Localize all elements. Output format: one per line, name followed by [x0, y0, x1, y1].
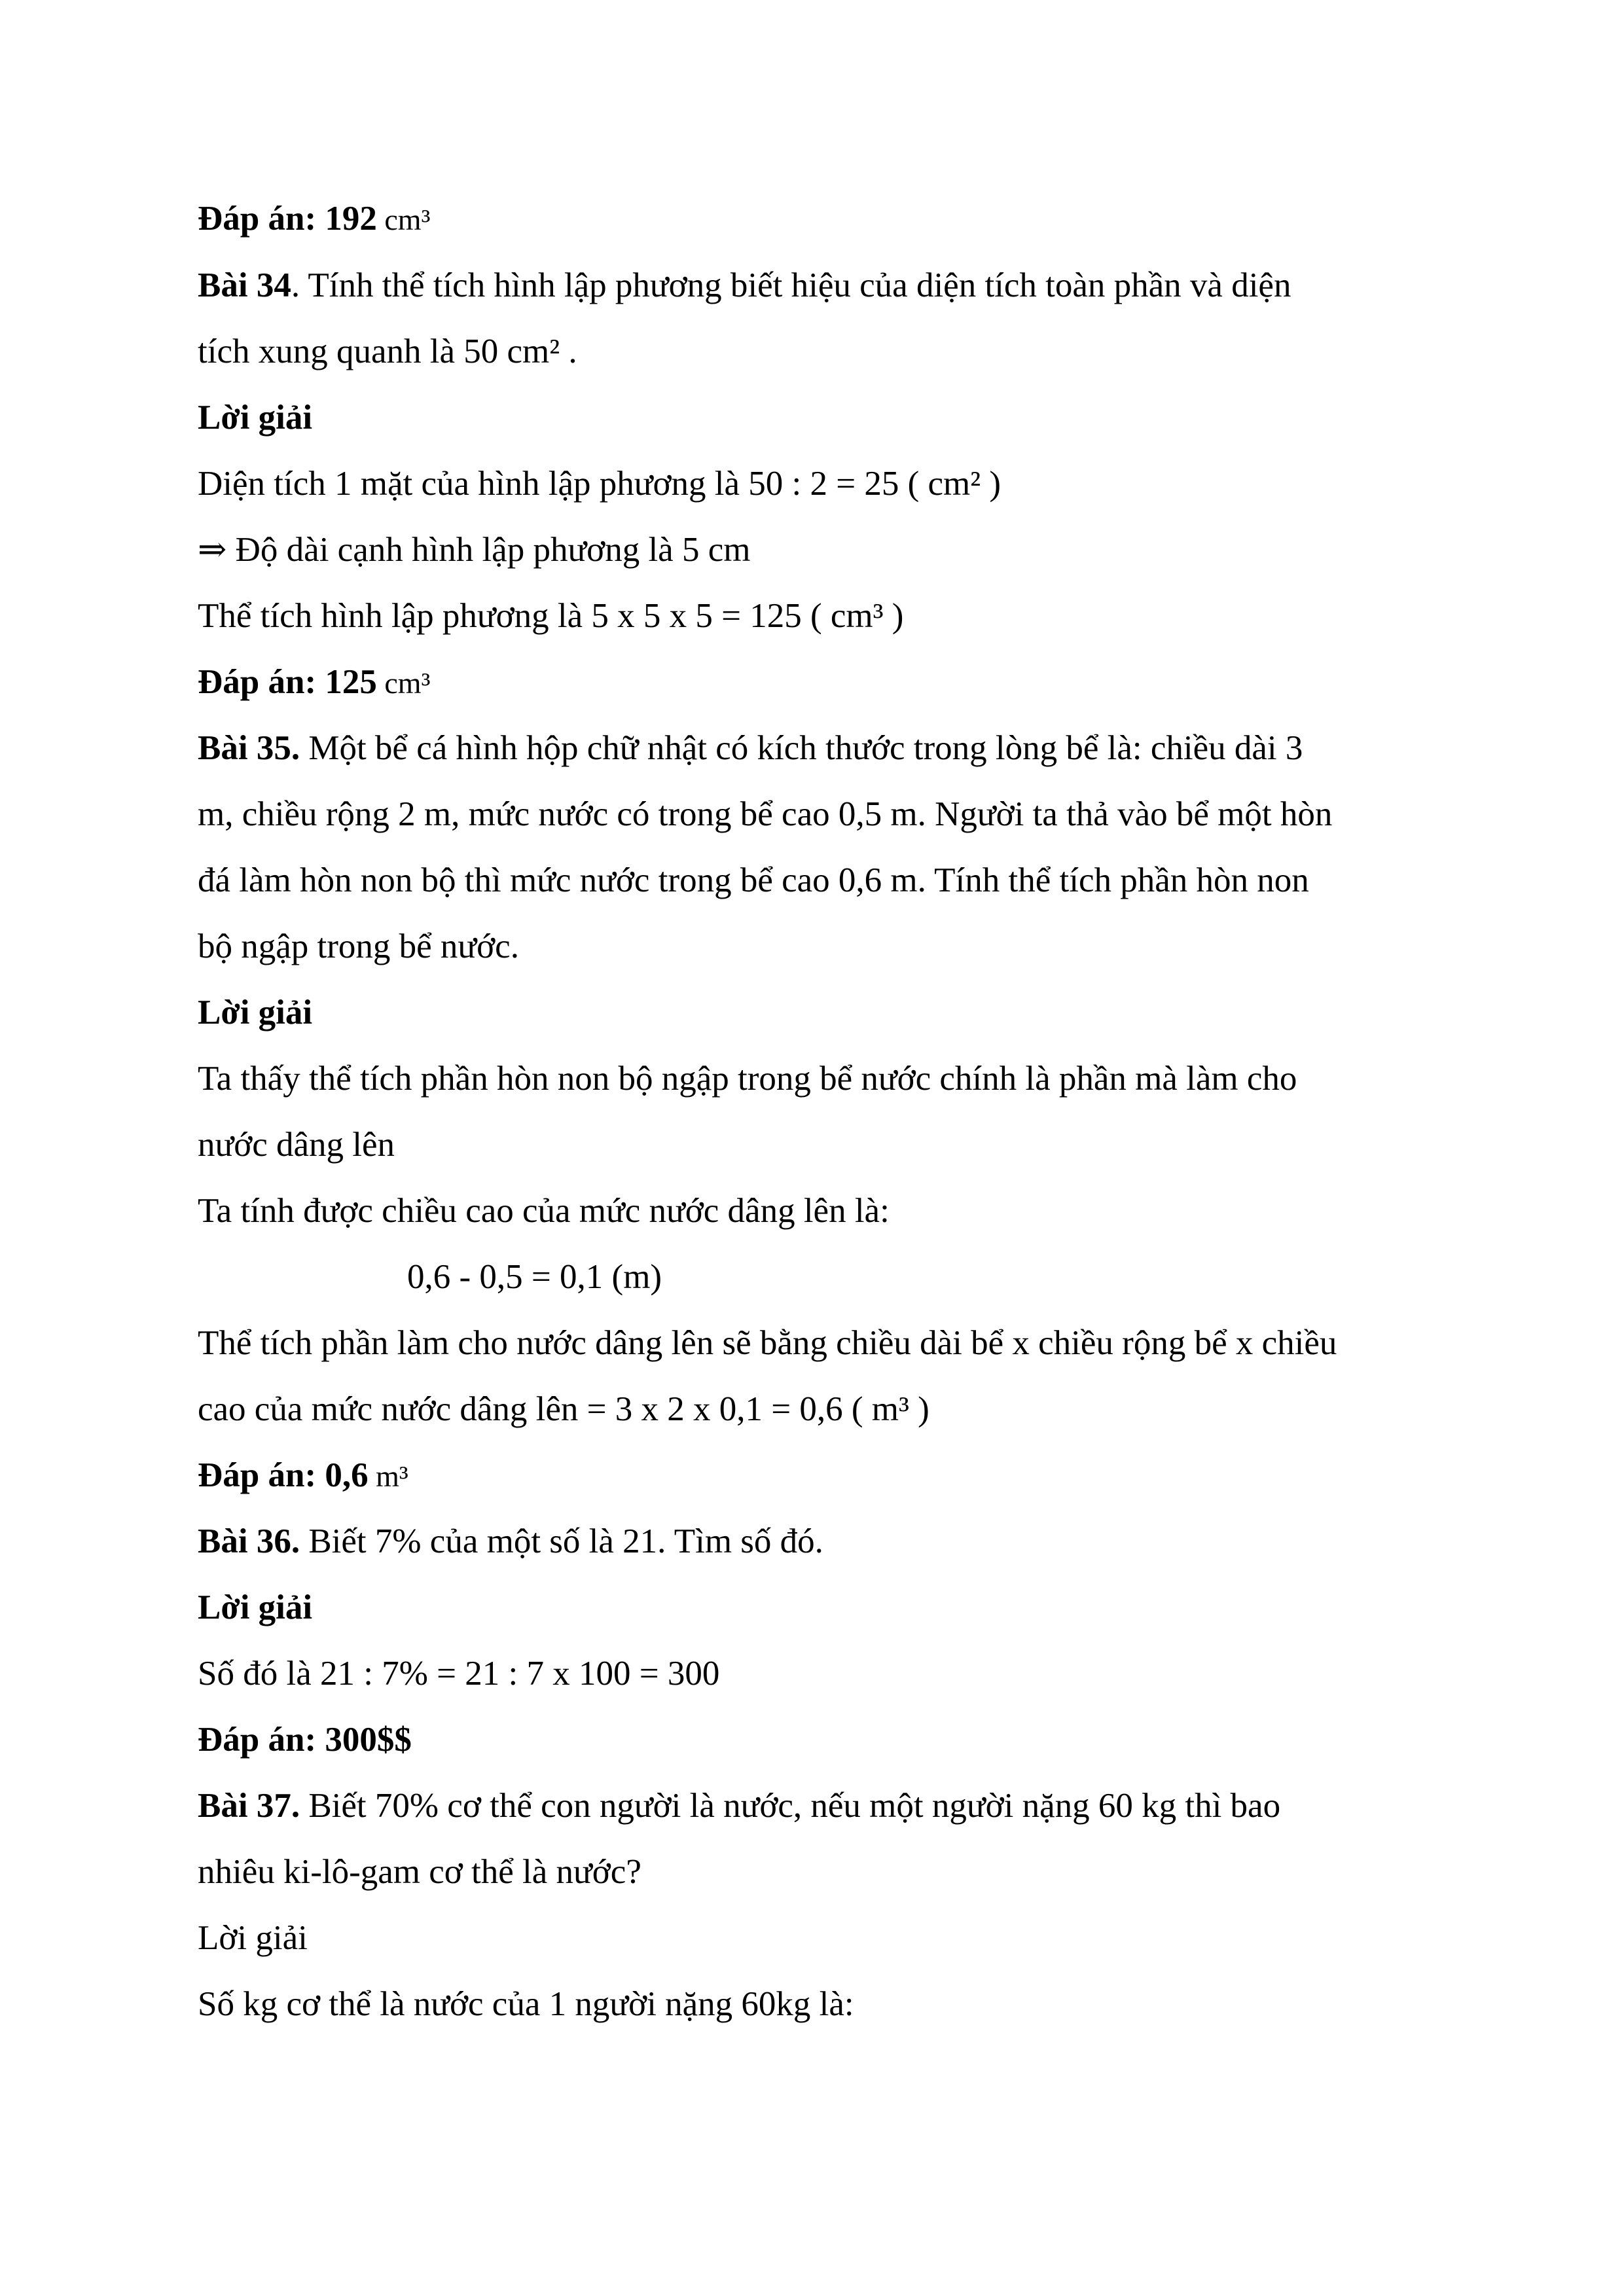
answer-line: Đáp án: 300$$: [198, 1721, 412, 1759]
equation-line: 0,6 - 0,5 = 0,1 (m): [407, 1258, 662, 1296]
text-line: đá làm hòn non bộ thì mức nước trong bể cao 0,6 m. Tính thể tích phần hòn non: [198, 861, 1309, 899]
problem-text: Một bể cá hình hộp chữ nhật có kích thước trong lòng bể là: chiều dài 3: [300, 729, 1303, 767]
answer-unit: cm³: [376, 203, 431, 236]
text-line: nhiêu ki-lô-gam cơ thể là nước?: [198, 1853, 641, 1891]
problem-text: Biết 7% của một số là 21. Tìm số đó.: [300, 1522, 823, 1560]
text-line: Thể tích phần làm cho nước dâng lên sẽ bằng chiều dài bể x chiều rộng bể x chiều: [198, 1324, 1337, 1362]
answer-label: Đáp án: 192: [198, 200, 377, 238]
answer-label: Đáp án: 0,6: [198, 1456, 369, 1494]
problem-text: . Tính thể tích hình lập phương biết hiệu của diện tích toàn phần và diện: [291, 266, 1291, 304]
text-line: cao của mức nước dâng lên = 3 x 2 x 0,1 = 0,6 ( m³ ): [198, 1390, 929, 1428]
text-line: Ta tính được chiều cao của mức nước dâng lên là:: [198, 1192, 890, 1230]
solution-heading-plain: Lời giải: [198, 1919, 308, 1957]
problem-heading-36: [198, 1520, 1441, 1562]
text-line: Số đó là 21 : 7% = 21 : 7 x 100 = 300: [198, 1655, 720, 1693]
problem-heading-35: [198, 727, 1441, 769]
answer-unit: cm³: [376, 666, 431, 700]
problem-number: Bài 37.: [198, 1787, 300, 1825]
text-line: Thể tích hình lập phương là 5 x 5 x 5 = 125 ( cm³ ): [198, 597, 904, 635]
text-line: Diện tích 1 mặt của hình lập phương là 50 : 2 = 25 ( cm² ): [198, 465, 1001, 503]
text-line: ⇒ Độ dài cạnh hình lập phương là 5 cm: [198, 531, 751, 569]
problem-number: Bài 35.: [198, 729, 300, 767]
problem-number: Bài 34: [198, 266, 291, 304]
answer-label: Đáp án: 125: [198, 663, 377, 701]
text-line: nước dâng lên: [198, 1126, 395, 1164]
text-line: bộ ngập trong bể nước.: [198, 927, 519, 965]
solution-heading: Lời giải: [198, 1588, 313, 1626]
answer-line: [198, 661, 1441, 704]
problem-text: Biết 70% cơ thể con người là nước, nếu một người nặng 60 kg thì bao: [300, 1787, 1281, 1825]
answer-unit: m³: [368, 1460, 408, 1493]
text-line: Số kg cơ thể là nước của 1 người nặng 60kg là:: [198, 1985, 854, 2023]
text-line: Ta thấy thể tích phần hòn non bộ ngập trong bể nước chính là phần mà làm cho: [198, 1060, 1297, 1098]
problem-number: Bài 36.: [198, 1522, 300, 1560]
answer-line: [198, 1454, 1441, 1498]
solution-heading: Lời giải: [198, 994, 313, 1031]
answer-line: [198, 198, 1441, 241]
solution-heading: Lời giải: [198, 399, 313, 437]
problem-heading-37: [198, 1785, 1441, 1827]
text-line: tích xung quanh là 50 cm² .: [198, 332, 577, 370]
text-line: m, chiều rộng 2 m, mức nước có trong bể cao 0,5 m. Người ta thả vào bể một hòn: [198, 795, 1333, 833]
problem-heading-34: [198, 264, 1441, 306]
